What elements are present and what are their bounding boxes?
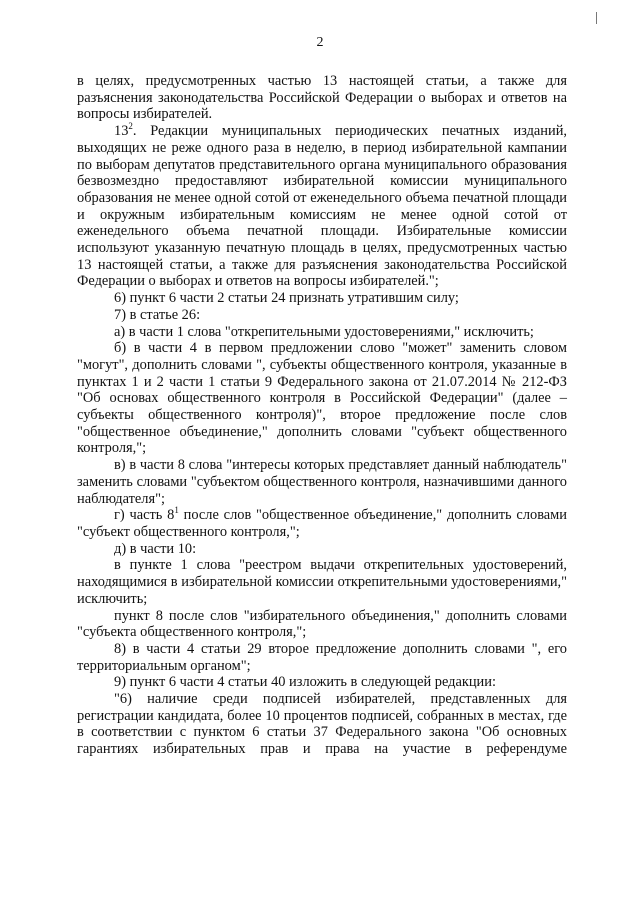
paragraph-item-9: 9) пункт 6 части 4 статьи 40 изложить в следующей редакции: <box>114 674 496 691</box>
paragraph-item-7b: б) в части 4 в первом предложении слово "может" заменить словом "могут", дополнить словами ", субъекты общественного контроля, указанные в пунктах 1 и 2 части 1 статьи 9 Федерального закона от 21.07.2014 № 212-ФЗ "Об основах общественного контроля в Российской Федерации" (далее – субъекты общественного контроля)", второе предложение после слов "общественное объединение," дополнить словами "субъект общественного контроля,"; <box>77 340 567 457</box>
paragraph-13-2 <box>77 123 567 290</box>
paragraph-item-7a: а) в части 1 слова "открепительными удостоверениями," исключить; <box>114 323 534 340</box>
paragraph-item-7d: д) в части 10: <box>114 540 197 557</box>
paragraph-subitem-8: пункт 8 после слов "избирательного объединения," дополнить словами "субъекта общественного контроля,"; <box>77 607 567 641</box>
paragraph-text: после слов "общественное объединение," дополнить словами "субъект общественного контроля,"; <box>77 507 567 540</box>
paragraph-item-7g <box>77 507 567 540</box>
paragraph-continuation: в целях, предусмотренных частью 13 настоящей статьи, а также для разъяснения законодательства Российской Федерации о выборах и ответов на вопросы избирателей. <box>77 73 567 123</box>
paragraph-subitem-1: в пункте 1 слова "реестром выдачи открепительных удостоверений, находящимися в избирательной комиссии открепительными удостоверениями," исключить; <box>77 557 567 607</box>
paragraph-number: 13 <box>114 123 129 140</box>
paragraph-quote-6: "6) наличие среди подписей избирателей, представленных для регистрации кандидата, более 10 процентов подписей, собранных в местах, где в соответствии с пунктом 6 статьи 37 Федерального закона "Об основных гарантиях избирательных прав и права на участие в референдуме <box>77 691 567 758</box>
superscript: 2 <box>128 121 133 132</box>
paragraph-prefix: г) часть 8 <box>114 507 175 524</box>
scan-edge-mark <box>596 12 597 24</box>
paragraph-item-8: 8) в части 4 статьи 29 второе предложение дополнить словами ", его территориальным органом"; <box>77 640 567 674</box>
paragraph-item-7v: в) в части 8 слова "интересы которых представляет данный наблюдатель" заменить словами "субъектом общественного контроля, назначившими данного наблюдателя"; <box>77 457 567 507</box>
page-number: 2 <box>316 35 324 50</box>
paragraph-text: . Редакции муниципальных периодических печатных изданий, выходящих не реже одного раза в неделю, в период избирательной кампании по выборам депутатов представительного органа муниципального образования безвозмездно предоставляют избирательной комиссии муниципального образования не менее одной сотой от еженедельного объема печатной площади и окружным избирательным комиссиям не менее одной сотой от еженедельного объема печатной площади. Избирательные комиссии используют указанную печатную площадь в целях, предусмотренных частью 13 настоящей статьи, а также для разъяснения законодательства Российской Федерации о выборах и ответов на вопросы избирателей."; <box>77 123 567 290</box>
paragraph-item-6: 6) пункт 6 части 2 статьи 24 признать утратившим силу; <box>114 290 459 307</box>
superscript: 1 <box>174 505 179 516</box>
document-body <box>77 73 567 758</box>
paragraph-item-7: 7) в статье 26: <box>114 306 201 323</box>
